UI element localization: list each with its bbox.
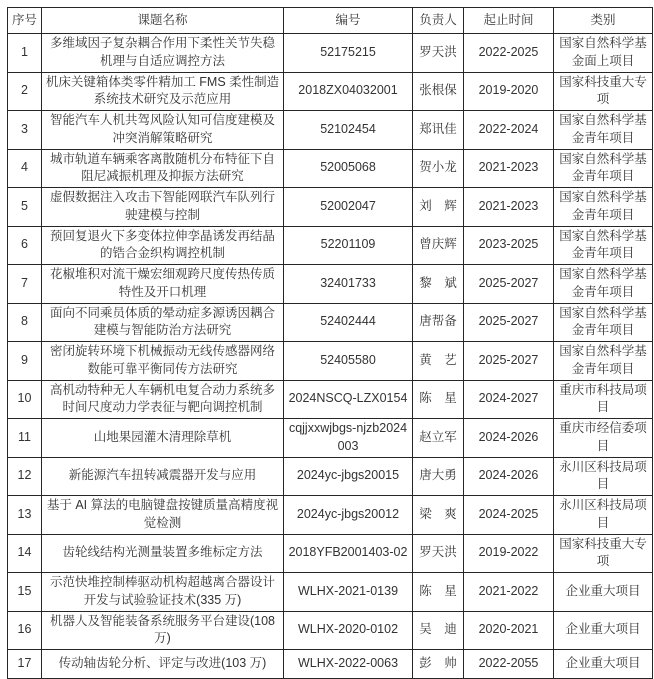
table-row [8,342,653,381]
cell-no: 9 [8,342,42,381]
cell-period: 2025-2027 [464,303,554,342]
cell-no: 10 [8,380,42,419]
cell-code: WLHX-2022-0063 [284,650,413,679]
cell-period: 2021-2023 [464,188,554,227]
cell-title: 多维域因子复杂耦合作用下柔性关节失稳机理与自适应调控方法 [42,34,284,73]
column-header-code: 编号 [284,8,413,34]
cell-code: 52402444 [284,303,413,342]
cell-leader: 赵立军 [413,419,464,458]
table-row [8,457,653,496]
cell-category: 国家自然科学基金青年项目 [554,111,653,150]
cell-no: 3 [8,111,42,150]
cell-code: cqjjxxwjbgs-njzb2024003 [284,419,413,458]
cell-category: 重庆市经信委项目 [554,419,653,458]
column-header-no: 序号 [8,8,42,34]
cell-leader: 唐帮备 [413,303,464,342]
cell-category: 国家自然科学基金青年项目 [554,149,653,188]
cell-title: 密闭旋转环境下机械振动无线传感器网络数能可靠平衡同传方法研究 [42,342,284,381]
cell-code: WLHX-2020-0102 [284,611,413,650]
cell-no: 17 [8,650,42,679]
cell-title: 示范快堆控制棒驱动机构超越离合器设计开发与试验验证技术(335 万) [42,573,284,612]
table-row [8,650,653,679]
cell-period: 2022-2025 [464,34,554,73]
cell-no: 6 [8,226,42,265]
cell-leader: 黎 斌 [413,265,464,304]
table-header-row [8,8,653,34]
cell-period: 2023-2025 [464,226,554,265]
cell-category: 国家科技重大专项 [554,72,653,111]
cell-no: 14 [8,534,42,573]
cell-category: 永川区科技局项目 [554,496,653,535]
table-body [8,34,653,679]
cell-leader: 罗天洪 [413,534,464,573]
cell-code: 2024NSCQ-LZX0154 [284,380,413,419]
table-row [8,534,653,573]
table-row [8,303,653,342]
cell-leader: 黄 艺 [413,342,464,381]
cell-no: 2 [8,72,42,111]
cell-code: 2024yc-jbgs20012 [284,496,413,535]
cell-leader: 贺小龙 [413,149,464,188]
cell-period: 2022-2055 [464,650,554,679]
column-header-leader: 负责人 [413,8,464,34]
cell-title: 机器人及智能装备系统服务平台建设(108万) [42,611,284,650]
cell-leader: 梁 爽 [413,496,464,535]
cell-title: 齿轮线结构光测量装置多维标定方法 [42,534,284,573]
cell-category: 国家科技重大专项 [554,534,653,573]
cell-period: 2021-2023 [464,149,554,188]
cell-no: 7 [8,265,42,304]
cell-title: 预回复退火下多变体拉伸孪晶诱发再结晶的锆合金织构调控机制 [42,226,284,265]
table-row [8,34,653,73]
cell-category: 企业重大项目 [554,573,653,612]
cell-no: 4 [8,149,42,188]
table-row [8,573,653,612]
cell-period: 2024-2025 [464,496,554,535]
cell-code: 2018YFB2001403-02 [284,534,413,573]
cell-period: 2024-2026 [464,457,554,496]
cell-title: 新能源汽车扭转减震器开发与应用 [42,457,284,496]
cell-leader: 罗天洪 [413,34,464,73]
cell-period: 2025-2027 [464,265,554,304]
cell-title: 高机动特种无人车辆机电复合动力系统多时间尺度动力学表征与靶向调控机制 [42,380,284,419]
cell-period: 2021-2022 [464,573,554,612]
cell-leader: 彭 帅 [413,650,464,679]
cell-period: 2024-2026 [464,419,554,458]
cell-period: 2019-2022 [464,534,554,573]
cell-title: 虚假数据注入攻击下智能网联汽车队列行驶建模与控制 [42,188,284,227]
cell-no: 11 [8,419,42,458]
cell-leader: 郑讯佳 [413,111,464,150]
cell-code: 52002047 [284,188,413,227]
cell-leader: 唐大勇 [413,457,464,496]
cell-title: 面向不同乘员体质的晕动症多源诱因耦合建模与智能防治方法研究 [42,303,284,342]
table-row [8,72,653,111]
cell-no: 8 [8,303,42,342]
cell-title: 城市轨道车辆乘客离散随机分布特征下自阻尼减振机理及抑振方法研究 [42,149,284,188]
column-header-title: 课题名称 [42,8,284,34]
cell-code: 52175215 [284,34,413,73]
cell-no: 1 [8,34,42,73]
cell-title: 基于 AI 算法的电脑键盘按键质量高精度视觉检测 [42,496,284,535]
cell-leader: 陈 星 [413,573,464,612]
cell-code: 2018ZX04032001 [284,72,413,111]
cell-leader: 吴 迪 [413,611,464,650]
cell-category: 国家自然科学基金面上项目 [554,34,653,73]
cell-category: 企业重大项目 [554,650,653,679]
research-project-table [7,7,653,679]
cell-leader: 张根保 [413,72,464,111]
cell-category: 国家自然科学基金青年项目 [554,265,653,304]
table-row [8,496,653,535]
table-row [8,611,653,650]
table-row [8,419,653,458]
cell-no: 16 [8,611,42,650]
cell-category: 企业重大项目 [554,611,653,650]
table-row [8,149,653,188]
cell-leader: 陈 星 [413,380,464,419]
cell-code: 52102454 [284,111,413,150]
table-row [8,226,653,265]
column-header-period: 起止时间 [464,8,554,34]
table-row [8,380,653,419]
cell-title: 传动轴齿轮分析、评定与改进(103 万) [42,650,284,679]
cell-period: 2024-2027 [464,380,554,419]
cell-no: 12 [8,457,42,496]
cell-leader: 刘 辉 [413,188,464,227]
cell-no: 13 [8,496,42,535]
cell-period: 2019-2020 [464,72,554,111]
cell-code: 52005068 [284,149,413,188]
cell-title: 机床关键箱体类零件精加工 FMS 柔性制造系统技术研究及示范应用 [42,72,284,111]
cell-title: 智能汽车人机共驾风险认知可信度建模及冲突消解策略研究 [42,111,284,150]
cell-code: 32401733 [284,265,413,304]
cell-code: 2024yc-jbgs20015 [284,457,413,496]
cell-title: 花椒堆积对流干燥宏细观跨尺度传热传质特性及开口机理 [42,265,284,304]
cell-period: 2025-2027 [464,342,554,381]
cell-category: 国家自然科学基金青年项目 [554,226,653,265]
table-row [8,111,653,150]
table-row [8,265,653,304]
cell-no: 15 [8,573,42,612]
cell-code: 52201109 [284,226,413,265]
cell-category: 重庆市科技局项目 [554,380,653,419]
cell-code: 52405580 [284,342,413,381]
cell-no: 5 [8,188,42,227]
cell-period: 2020-2021 [464,611,554,650]
cell-category: 国家自然科学基金青年项目 [554,188,653,227]
table-row [8,188,653,227]
cell-code: WLHX-2021-0139 [284,573,413,612]
cell-leader: 曾庆辉 [413,226,464,265]
cell-category: 永川区科技局项目 [554,457,653,496]
column-header-category: 类别 [554,8,653,34]
cell-category: 国家自然科学基金青年项目 [554,303,653,342]
cell-category: 国家自然科学基金青年项目 [554,342,653,381]
cell-title: 山地果园灌木清理除草机 [42,419,284,458]
cell-period: 2022-2024 [464,111,554,150]
